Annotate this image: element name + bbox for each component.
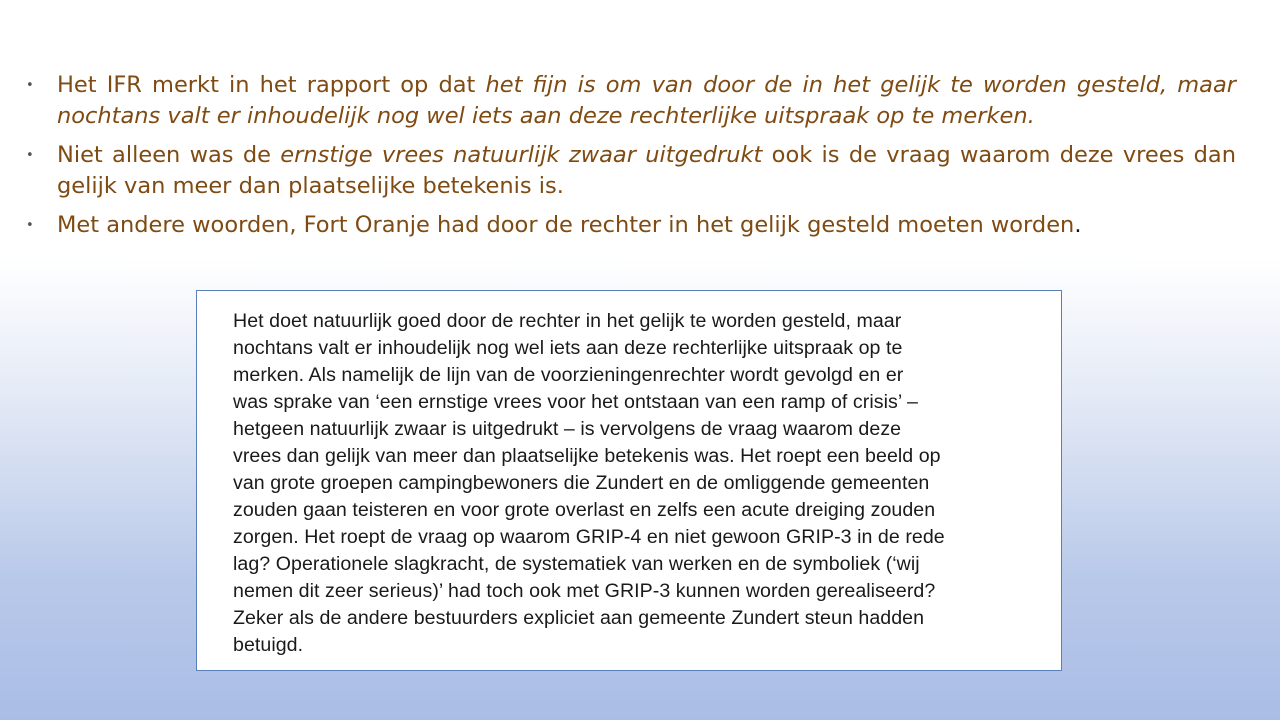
bullet-text: ook is de vraag waarom deze vrees dan gelijk van meer dan plaatselijke betekenis is. [57, 142, 1236, 199]
bullet-item [26, 210, 1236, 241]
bullet-text-italic: ernstige vrees natuurlijk zwaar uitgedrukt [280, 142, 763, 168]
quote-line: lag? Operationele slagkracht, de systematiek van werken en de symboliek (‘wij [233, 553, 920, 575]
quote-line: vrees dan gelijk van meer dan plaatselijke betekenis was. Het roept een beeld op [233, 445, 941, 467]
quote-line: merken. Als namelijk de lijn van de voorzieningenrechter wordt gevolgd en er [233, 364, 904, 386]
quoted-excerpt-box [196, 290, 1062, 671]
quote-line: nemen dit zeer serieus)’ had toch ook met GRIP-3 kunnen worden gerealiseerd? [233, 580, 936, 602]
bullet-item [26, 140, 1236, 202]
bullet-list [26, 70, 1236, 249]
quote-line: zorgen. Het roept de vraag op waarom GRIP-4 en niet gewoon GRIP-3 in de rede [233, 526, 945, 548]
quote-line: hetgeen natuurlijk zwaar is uitgedrukt – is vervolgens de vraag waarom deze [233, 418, 902, 440]
quote-line: Het doet natuurlijk goed door de rechter in het gelijk te worden gesteld, maar [233, 310, 902, 332]
bullet-marker: • [26, 218, 34, 233]
bullet-marker: • [26, 148, 34, 163]
quote-line: was sprake van ‘een ernstige vrees voor het ontstaan van een ramp of crisis’ – [233, 391, 918, 413]
bullet-marker: • [26, 78, 34, 93]
quote-line: van grote groepen campingbewoners die Zundert en de omliggende gemeenten [233, 472, 930, 494]
quote-line: Zeker als de andere bestuurders expliciet aan gemeente Zundert steun hadden [233, 607, 925, 629]
quote-line: betuigd. [233, 634, 304, 656]
bullet-item [26, 70, 1236, 132]
bullet-text: Het IFR merkt in het rapport op dat [57, 72, 486, 98]
bullet-text-period: . [1074, 212, 1082, 238]
quote-line: nochtans valt er inhoudelijk nog wel iets aan deze rechterlijke uitspraak op te [233, 337, 903, 359]
bullet-text: Niet alleen was de [57, 142, 281, 168]
bullet-text: Met andere woorden, Fort Oranje had door de rechter in het gelijk gesteld moeten worden [57, 212, 1075, 238]
quote-line: zouden gaan teisteren en voor grote overlast en zelfs een acute dreiging zouden [233, 499, 936, 521]
bullet-text-italic: het fijn is om van door de in het gelijk te worden gesteld, maar nochtans valt er inhoudelijk nog wel iets aan deze rechterlijke uitspraak op te merken. [57, 72, 1236, 129]
